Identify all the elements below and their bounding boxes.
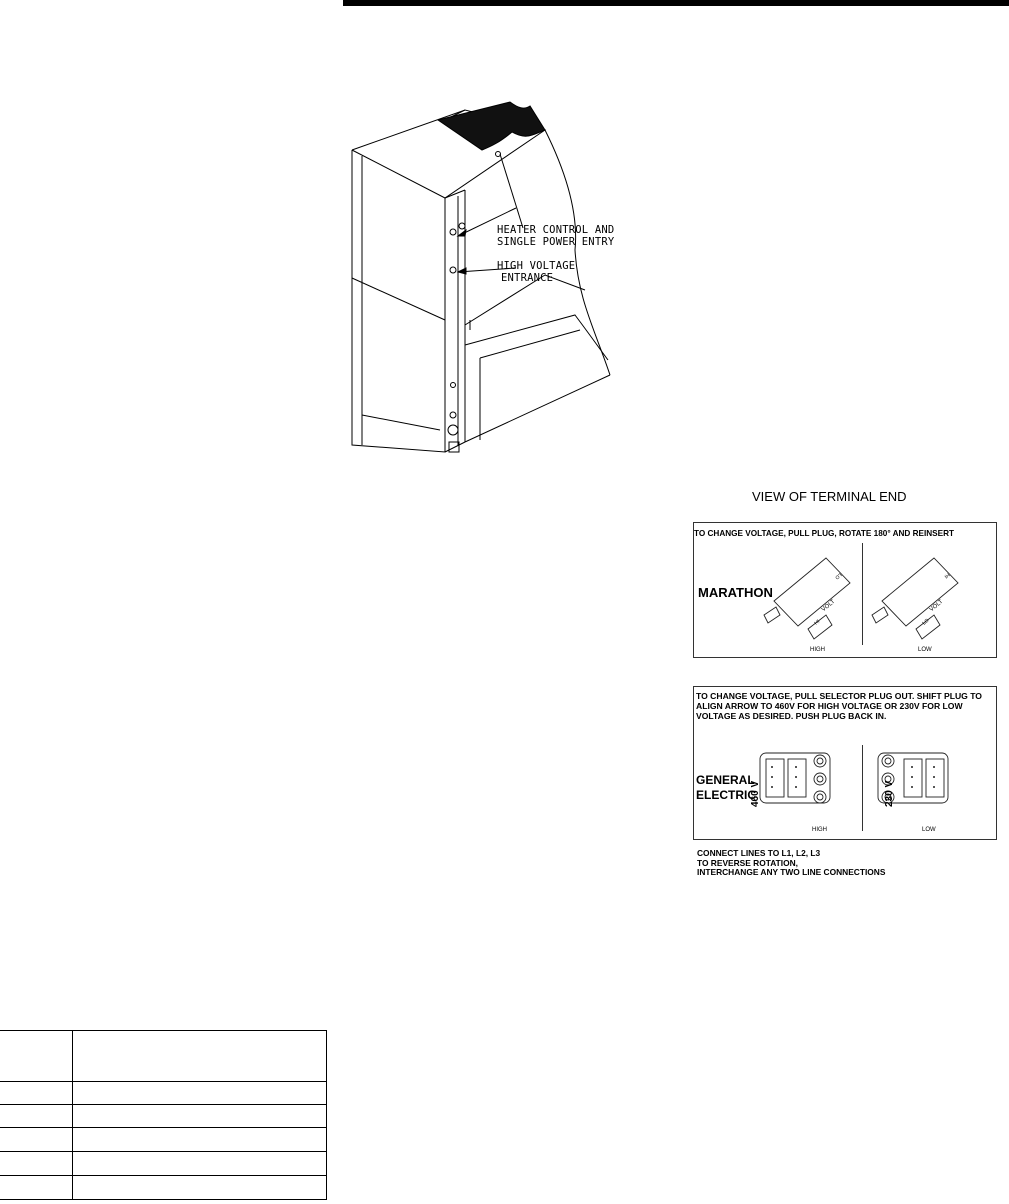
callout-heater-control <box>497 224 614 248</box>
table-cell <box>73 1128 327 1152</box>
svg-text:HI: HI <box>813 618 822 627</box>
ge-460v-label: 460 V <box>750 780 761 807</box>
svg-text:LO: LO <box>833 571 843 581</box>
table-cell <box>0 1152 73 1176</box>
table-row <box>0 1176 327 1200</box>
table-row <box>0 1105 327 1128</box>
callout-high-voltage <box>497 260 575 284</box>
table-cell <box>73 1152 327 1176</box>
table-row <box>0 1128 327 1152</box>
table-cell <box>0 1031 73 1082</box>
ge-brand-line: ELECTRIC <box>696 788 756 802</box>
svg-text:LO: LO <box>921 617 931 627</box>
table-row <box>0 1082 327 1105</box>
marathon-volt-low: VOLT <box>928 598 945 614</box>
air-handler-unit-drawing <box>340 90 640 470</box>
table-cell <box>73 1031 327 1082</box>
ge-terminal-drawing <box>758 749 994 811</box>
marathon-volt-high: VOLT <box>820 598 837 614</box>
callout-line: SINGLE POWER ENTRY <box>497 236 615 248</box>
ge-230v-label: 230 V <box>884 780 895 807</box>
ge-low-label: LOW <box>922 827 936 833</box>
note-line: TO REVERSE ROTATION, <box>697 857 798 868</box>
ge-instruction-line: TO CHANGE VOLTAGE, PULL SELECTOR PLUG OUT. SHIFT PLUG TO <box>696 691 982 701</box>
table-header-row <box>0 1031 327 1082</box>
callout-line: ENTRANCE <box>501 272 554 284</box>
table-cell <box>0 1128 73 1152</box>
table-cell <box>0 1105 73 1128</box>
table-cell <box>73 1176 327 1200</box>
ge-brand-line: GENERAL <box>696 773 755 787</box>
note-line: CONNECT LINES TO L1, L2, L3 <box>697 848 821 858</box>
callout-line: HIGH VOLTAGE <box>497 260 576 272</box>
marathon-instruction: TO CHANGE VOLTAGE, PULL PLUG, ROTATE 180° AND REINSERT <box>694 529 954 538</box>
figure-title: VIEW OF TERMINAL END <box>752 489 907 504</box>
callout-line: HEATER CONTROL AND <box>497 224 615 236</box>
note-line: INTERCHANGE ANY TWO LINE CONNECTIONS <box>697 867 886 878</box>
marathon-brand: MARATHON <box>698 585 773 600</box>
ge-brand <box>696 773 756 803</box>
svg-text:HI: HI <box>942 571 951 580</box>
table-cell <box>73 1105 327 1128</box>
table-cell <box>0 1082 73 1105</box>
ge-instruction-line: ALIGN ARROW TO 460V FOR HIGH VOLTAGE OR 230V FOR LOW <box>696 701 963 711</box>
ge-high-label: HIGH <box>812 827 827 833</box>
connection-notes <box>697 849 885 878</box>
specification-table <box>0 1030 327 1200</box>
table-cell <box>73 1082 327 1105</box>
marathon-panel <box>693 522 997 658</box>
marathon-low-label: LOW <box>918 647 932 653</box>
ge-instruction-line: VOLTAGE AS DESIRED. PUSH PLUG BACK IN. <box>696 711 887 721</box>
marathon-plug-drawing <box>754 553 994 653</box>
marathon-high-label: HIGH <box>810 647 825 653</box>
table-row <box>0 1152 327 1176</box>
table-cell <box>0 1176 73 1200</box>
ge-instruction <box>696 691 982 721</box>
header-rule <box>343 0 1009 6</box>
ge-panel <box>693 686 997 840</box>
